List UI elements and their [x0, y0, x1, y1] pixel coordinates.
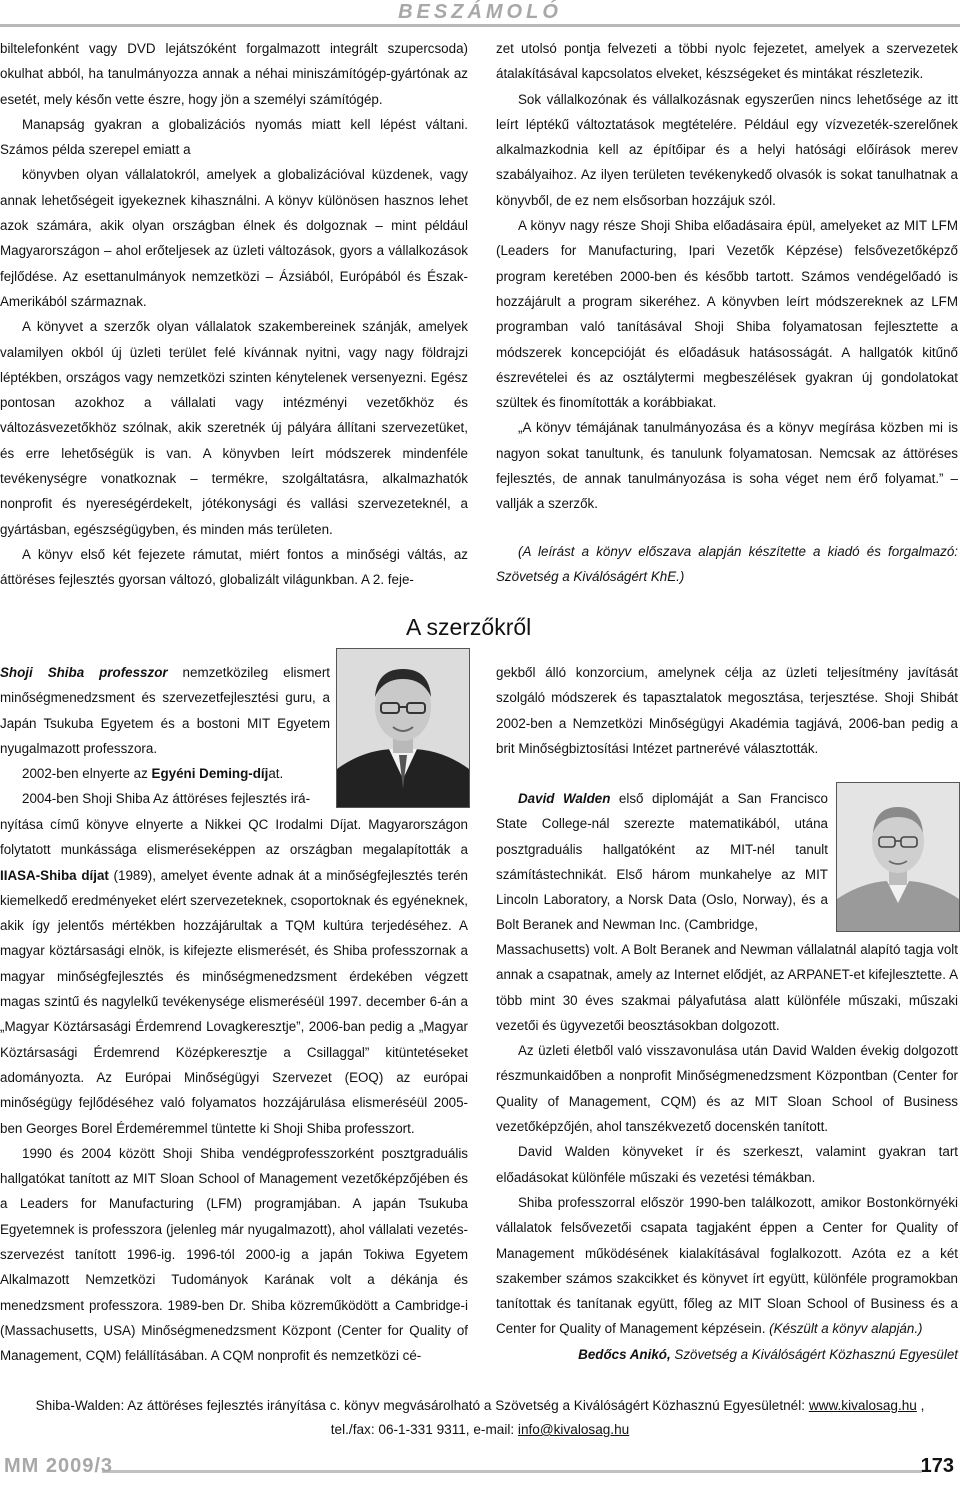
paragraph: A könyvet a szerzők olyan vállalatok szakembereinek szánják, amelyek valamilyen okból új üzleti terület felé kívánnak nyitni, vagy nagy földrajzi léptékben, országos vagy nemzetközi szinten kénytelenek versenyezni. Egész pontosan azokhoz a vállalati vagy intézményi vezetőkhöz és változásvezetőkhöz szólnak, akik szeretnék új pályára állítani szervezetüket, és erre lehetőségük is van. A könyvben leírt módszerek mindenféle tevékenységre vonatkoznak – termékre, szolgáltatásra, alkalmazhatók nonprofit és nyereségérdekelt, jótékonysági és vallási szervezeteknél, a gyártásban, egészségügyben, és minden más területen.	[0, 319, 468, 537]
shiba-bio-main	[0, 812, 468, 1369]
shiba-name: Shoji Shiba professzor	[0, 665, 168, 680]
paragraph: gekből álló konzorcium, amelynek célja az üzleti teljesítmény javítását szolgáló módszerek és tapasztalatok megosztása, terjesztése. Shoji Shibát 2002-ben a Nemzetközi Minőségügyi Akadémia tagjává, 2006-ban pedig a brit Minőségbiztosítási Intézet partnerévé választották.	[496, 665, 958, 756]
paragraph: A könyv nagy része Shoji Shiba előadásaira épül, amelyeket az MIT LFM (Leaders for Manufacturing, Ipari Vezetők Képzése) felsővezetőképző program keretében 2000-ben és később tartott. Számos vendégelőadó is hozzájárult a program sikeréhez. A könyvben leírt módszereknek az LFM programban való tanításával Shoji Shiba folyamatosan fejlesztette a módszerek koncepcióját és előadásuk hatásosságát. A hallgatók kitűnő észrevételei és az osztálytermi megbeszélések gyakran új gondolatokat szültek és finomították a korábbiakat.	[496, 218, 958, 411]
page-header	[0, 0, 960, 34]
header-rule	[0, 24, 960, 27]
footer-rule	[102, 1470, 922, 1473]
paragraph: David Walden könyveket ír és szerkeszt, valamint gyakran tart előadásokat különféle műszaki és vezetési témákban.	[496, 1144, 958, 1185]
paragraph: zet utolsó pontja felvezeti a többi nyolc fejezetet, amelyek a szervezetek átalakításával kapcsolatos elveket, készségeket és mintákat részletezik.	[496, 41, 958, 82]
top-left-column	[0, 36, 468, 593]
website-link[interactable]: www.kivalosag.hu	[808, 1398, 917, 1413]
walden-name: David Walden	[518, 791, 611, 806]
contact-note: tel./fax: 06-1-331 9311, e-mail: info@kivalosag.hu	[330, 1422, 630, 1437]
walden-bio-main	[496, 937, 958, 1367]
paragraph: Shoji Shiba professzor nemzetközileg elismert minőségmenedzsment és szervezetfejlesztési guru, a Japán Tsukuba Egyetem és a bostoni MIT Egyetem nyugalmazott professzora.	[0, 665, 330, 756]
paragraph: Sok vállalkozónak és vállalkozásnak egyszerűen nincs lehetősége az itt leírt léptékű változtatások megtételére. Például egy vízvezeték-szerelőnek alkalmazkodnia kell az építőipar és a helyi hatósági előírások merev szabályaihoz. Az ilyen területen tevékenykedő olvasók is sokat tanulhatnak a könyvből, de ez nem elsősorban hozzájuk szól.	[496, 91, 958, 208]
purchase-note: Shiba-Walden: Az áttöréses fejlesztés irányítása c. könyv megvásárolható a Szövetség a Kiválóságért Közhasznú Egyesületnél: www.kivalosag.hu ,	[35, 1398, 925, 1413]
paragraph: biltelefonként vagy DVD lejátszóként forgalmazott integrált szupercsoda) okulhat abból, ha tanulmányozza annak a néhai miniszámítógép-gyártónak az esetét, mely későn vette észre, hogy jön a személyi számítógép.	[0, 41, 468, 107]
paragraph: Shiba professzorral először 1990-ben találkozott, amikor Bostonkörnyéki vállalatok felsővezetői csapata tagjaként éppen a Center for Quality of Management működésének kialakításával foglalkozott. Azóta ez a két szakember számos szakcikket és könyvet írt együtt, különféle programokban tanítottak és tanítanak együtt, főleg az MIT Sloan School of Business és a Center for Quality of Management képzésein. (Készült a könyv alapján.)	[496, 1194, 958, 1337]
paragraph: könyvben olyan vállalatokról, amelyek a globalizációval küzdenek, vagy annak lehetőségeit igyekeznek kihasználni. A könyv különösen hasznos lehet azok számára, akik olyan országban élnek és dolgoznak – mint például Magyarországon – ahol erőteljesek az üzleti változások, gyors a vállalkozások fejlődése. Az esettanulmányok nemzetközi – Ázsiából, Európából és Észak-Amerikából származnak.	[0, 167, 468, 309]
paragraph: nyítása című könyve elnyerte a Nikkei QC Irodalmi Díjat. Magyarországon folytatott munkássága elismeréseképpen az országban megalapították a IIASA-Shiba díjat (1989), amelyet évente adnak át a minőségfejlesztés terén kiemelkedő eredményeket elért szervezeteknek, csoportoknak és egyéneknek, akik így jelentős mértékben hozzájárultak a TQM kultúra terjedéséhez. A magyar köztársasági elnök, is kifejezte elismerését, és Shiba professzornak a magyar minőségfejlesztés és minőségmenedzsment érdekében végzett magas szintű és nagylelkű tevékenysége elismeréséül 1997. december 6-án a „Magyar Köztársasági Érdemrend Lovagkeresztje”, 2006-ban pedig a „Magyar Köztársasági Érdemrend Középkeresztje a Csillaggal” kitüntetéseket adományozta. Az Európai Minőségügyi Szervezet (EOQ) az európai minőségügy fejlődéséhez való folyamatos hozzájárulása elismeréséül 2005-ben Georges Borel Érdeméremmel tüntette ki Shoji Shiba professzort.	[0, 817, 468, 1136]
paragraph: A könyv első két fejezete rámutat, miért fontos a minőségi váltás, az áttöréses fejlesztés gyorsan változó, globalizált világunkban. A 2. feje-	[0, 546, 468, 588]
walden-portrait-photo	[836, 782, 960, 932]
issue-label: MM 2009/3	[4, 1455, 114, 1477]
section-title: A szerzőkről	[406, 614, 532, 640]
deming-award: Egyéni Deming-díj	[151, 766, 269, 782]
top-right-column	[496, 36, 958, 589]
portrait-illustration	[837, 783, 959, 931]
page-number: 173	[920, 1455, 954, 1477]
portrait-illustration	[337, 649, 469, 807]
paragraph: 1990 és 2004 között Shoji Shiba vendégprofesszorként posztgraduális hallgatókat tanított az MIT Sloan School of Management vezetőképzőjében és a Leaders for Manufacturing (LFM) programjában. A japán Tsukuba Egyetemnek is professzora (jelenleg már nyugalmazott), ahol vállalati vezetés-szervezést tanított 1996-ig. 1996-tól 2000-ig a japán Tokiwa Egyetem Alkalmazott Nemzetközi Tudományok Karának volt a dékánja és menedzsment professzora. 1989-ben Dr. Shiba közreműködött a Cambridge-i (Massachusetts, USA) Minőségmenedzsment Központ (Center for Quality of Management, CQM) felállításában. A CQM nonprofit és nemzetközi cé-	[0, 1145, 468, 1364]
right-bottom-column-top	[496, 660, 958, 761]
paragraph: „A könyv témájának tanulmányozása és a könyv megírása közben mi is nagyon sokat tanultunk, és tanulunk folyamatosan. Nemcsak az áttöréses fejlesztés, de annak tanulmányozása is soha véget nem érő folyamat.” – vallják a szerzők.	[496, 420, 958, 512]
email-link[interactable]: info@kivalosag.hu	[517, 1422, 630, 1437]
shiba-portrait-photo	[336, 648, 470, 808]
paragraph: David Walden első diplomáját a San Francisco State College-nál szerezte matematikából, utána posztgraduális hallgatóként az MIT-nél tanult számítástechnikát. Első három munkahelye az MIT Lincoln Laboratory, a Norsk Data (Oslo, Norway), és a Bolt Beranek and Newman Inc. (Cambridge,	[496, 791, 828, 933]
shiba-bio-top	[0, 660, 330, 812]
attribution-note: (A leírást a könyv előszava alapján készítette a kiadó és forgalmazó: Szövetség a Kiválóságért KhE.)	[496, 543, 958, 584]
iiasa-award: IIASA-Shiba díjat	[0, 867, 109, 883]
paragraph: Az üzleti életből való visszavonulása után David Walden évekig dolgozott részmunkaidőben a nonprofit Minőségmenedzsment Központban (Center for Quality of Management, CQM) és az MIT Sloan School of Business vezetőképzőjén, ahol tanszékvezető docenskén tanított.	[496, 1043, 958, 1135]
paragraph: 2002-ben elnyerte az Egyéni Deming-díjat.	[22, 766, 284, 782]
paragraph: Manapság gyakran a globalizációs nyomás miatt kell lépést váltani. Számos példa szerepel emiatt a	[0, 116, 468, 158]
paragraph: Massachusetts) volt. A Bolt Beranek and Newman vállalatnál alapító tagja volt annak a csapatnak, amely az Internet elődjét, az ARPANET-et kifejlesztette. A több mint 30 éves szakmai pályafutása alatt különféle műszaki, műszaki vezetői és ügyvezetői beosztásokban dolgozott.	[496, 942, 958, 1033]
signature: Bedőcs Anikó, Szövetség a Kiválóságért Közhasznú Egyesület	[578, 1346, 958, 1362]
paragraph: 2004-ben Shoji Shiba Az áttöréses fejlesztés irá-	[22, 791, 311, 807]
walden-bio-intro	[496, 786, 828, 938]
section-label: BESZÁMOLÓ	[365, 0, 595, 24]
